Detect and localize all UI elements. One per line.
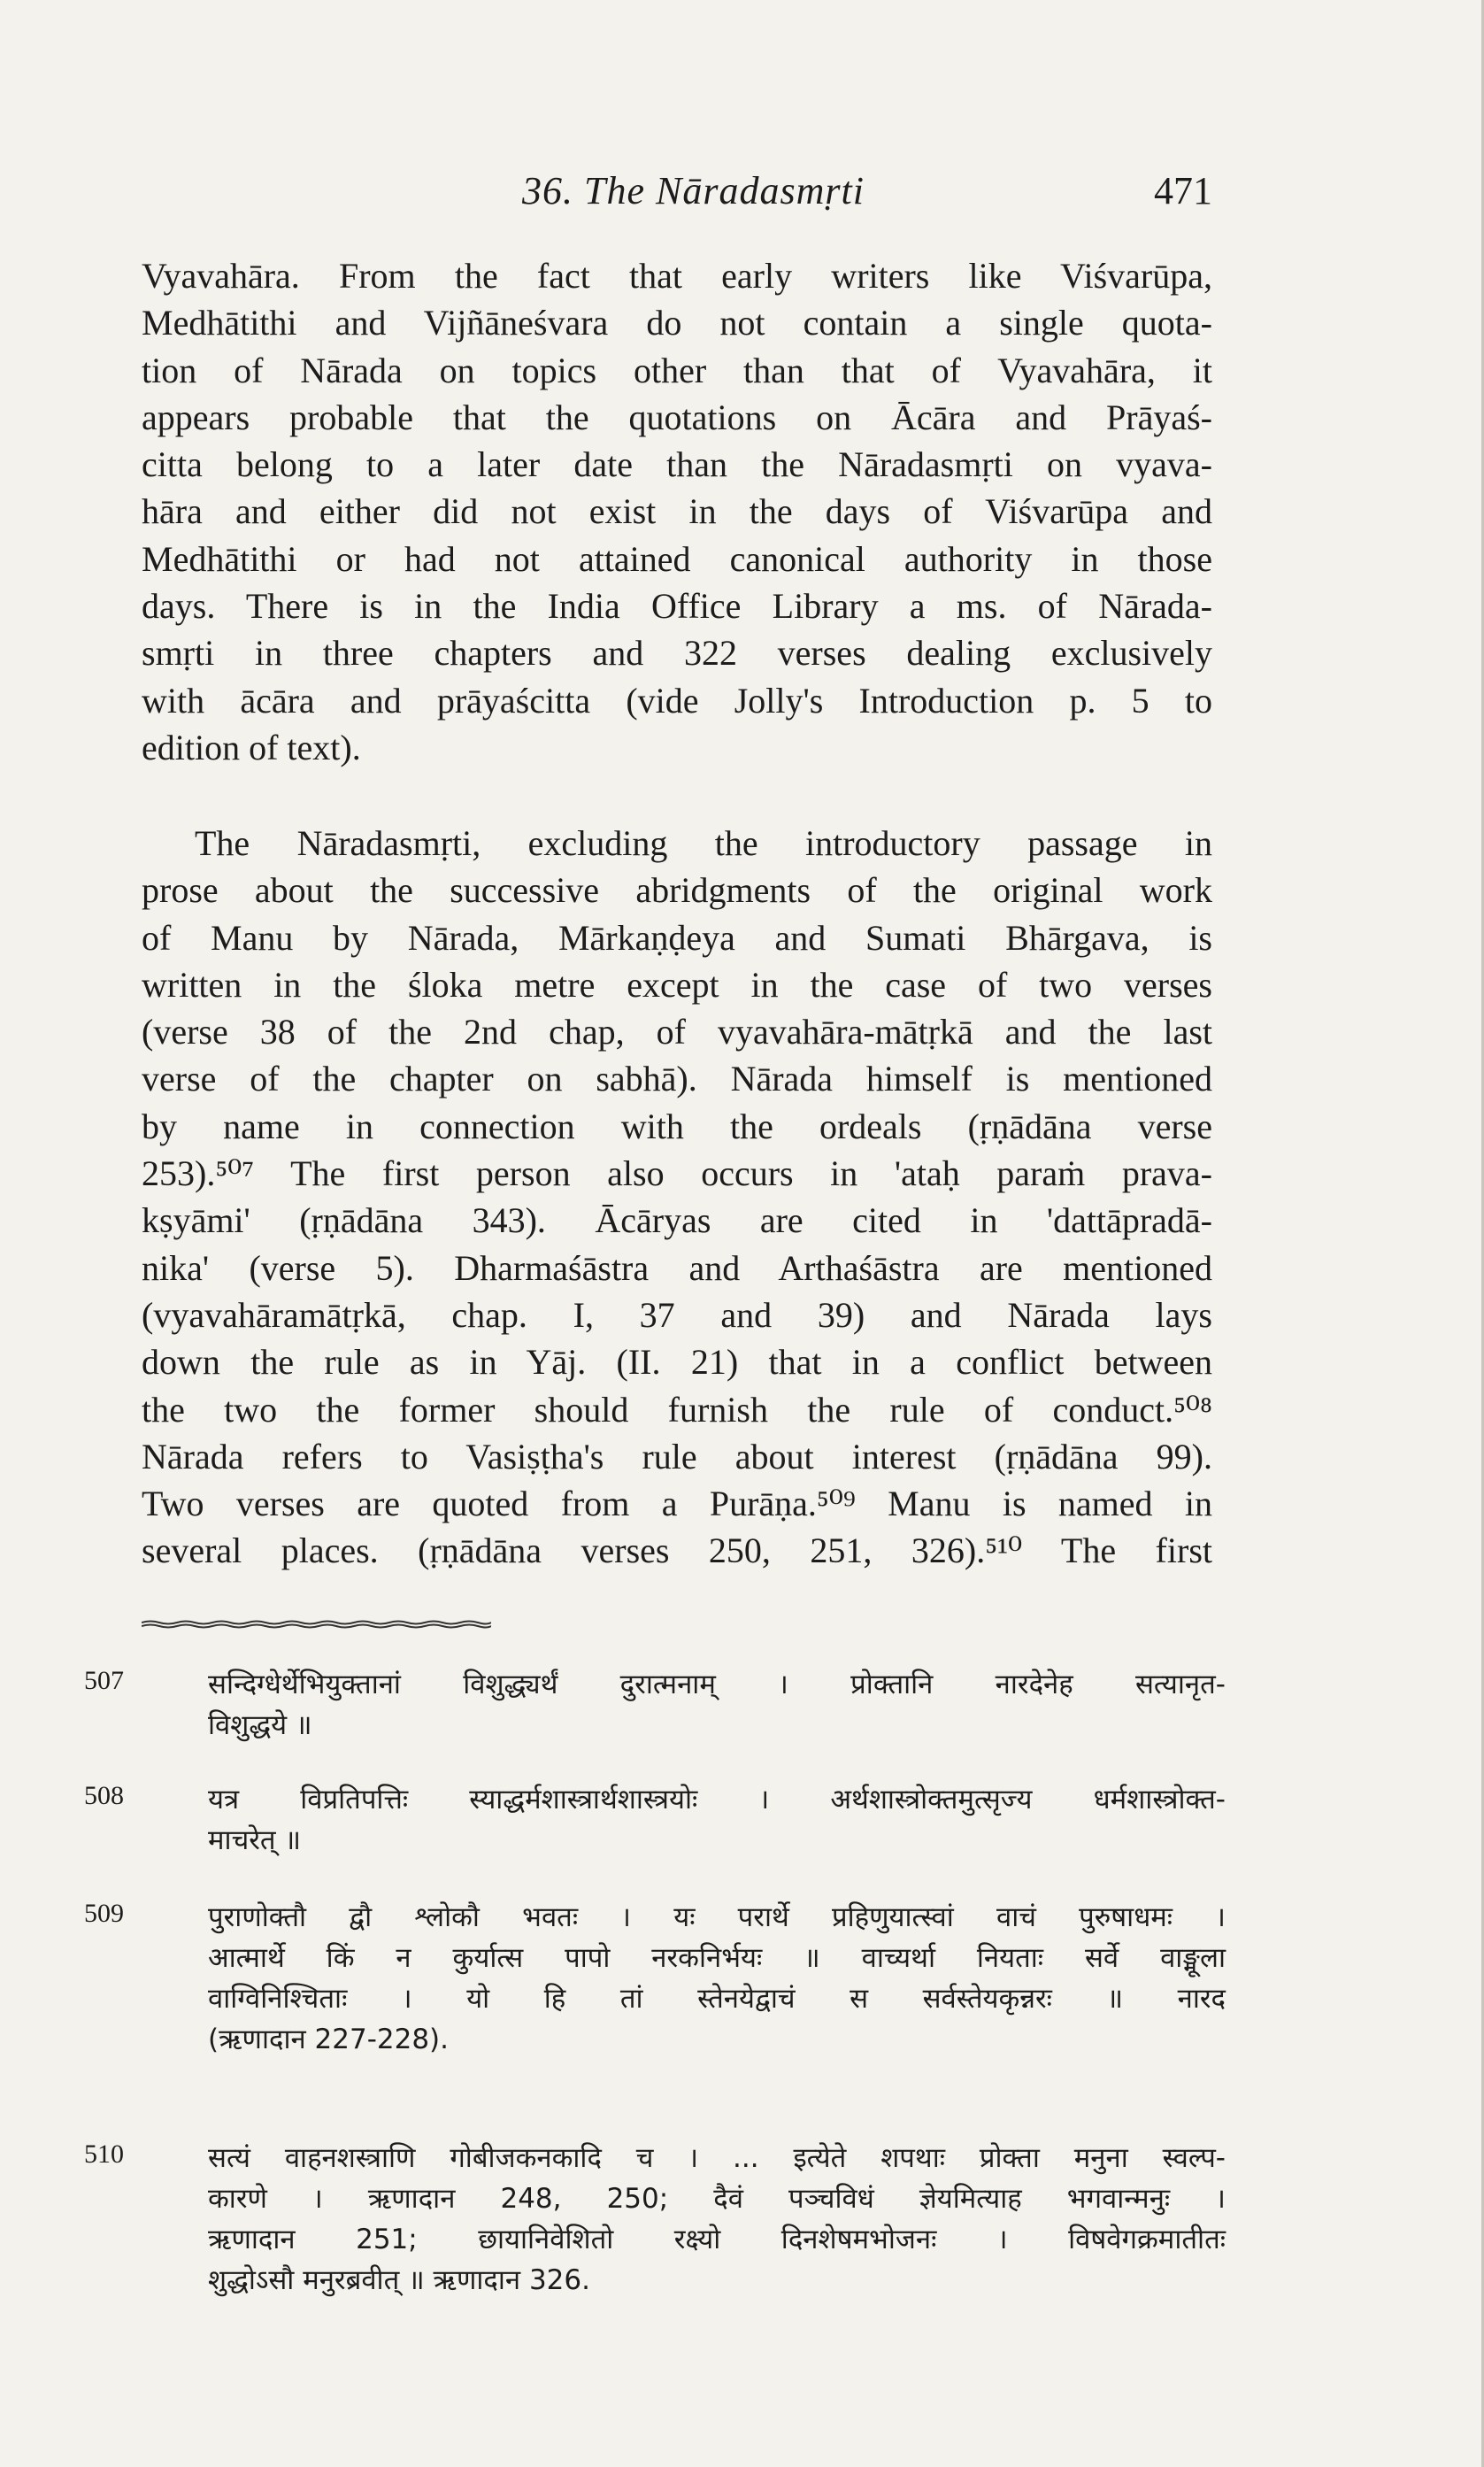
text-line: edition of text).: [142, 727, 361, 767]
running-header: [142, 168, 1212, 221]
text-line: of Manu by Nārada, Mārkaṇḍeya and Sumati Bhārgava, is: [142, 917, 1212, 958]
text-line: tion of Nārada on topics other than that of Vyavahāra, it: [142, 350, 1212, 390]
text-line: Vyavahāra. From the fact that early writers like Viśvarūpa,: [142, 256, 1212, 296]
text-line: Nārada refers to Vasiṣṭha's rule about interest (ṛṇādāna 99).: [142, 1436, 1212, 1476]
text-line: Medhātithi or had not attained canonical authority in those: [142, 538, 1212, 579]
footnote-line: ऋणादान 251; छायानिवेशितो रक्ष्यो दिनशेषमभोजनः । विषवेगक्रमातीतः: [208, 2224, 1226, 2255]
text-line: The Nāradasmṛti, excluding the introductory passage in: [195, 823, 1212, 863]
text-line: (vyavahāramātṛkā, chap. I, 37 and 39) and Nārada lays: [142, 1294, 1212, 1335]
footnote-line: सत्यं वाहनशस्त्राणि गोबीजकनकादि च । ... इत्येते शपथाः प्रोक्ता मनुना स्वल्प-: [208, 2142, 1226, 2174]
text-line: Two verses are quoted from a Purāṇa.⁵⁰⁹ Manu is named in: [142, 1484, 1212, 1524]
text-line: Medhātithi and Vijñāneśvara do not contain a single quota-: [142, 303, 1212, 343]
text-line: (verse 38 of the 2nd chap, of vyavahāra-mātṛkā and the last: [142, 1012, 1212, 1052]
footnote-line: माचरेत् ॥: [208, 1824, 302, 1856]
text-line: appears probable that the quotations on Ācāra and Prāyaś-: [142, 397, 1212, 437]
footnote-line: पुराणोक्तौ द्वौ श्लोकौ भवतः । यः परार्थे प्रहिणुयात्स्वां वाचं पुरुषाधमः ।: [208, 1901, 1226, 1933]
footnote-number: 507: [84, 1666, 124, 1695]
footnote-separator-rule: [142, 1620, 491, 1629]
footnote-number: 509: [84, 1899, 124, 1928]
footnote-line: शुद्धोऽसौ मनुरब्रवीत् ॥ ऋणादान 326.: [208, 2264, 590, 2296]
footnote-line: यत्र विप्रतिपत्तिः स्याद्धर्मशास्त्रार्थशास्त्रयोः । अर्थशास्त्रोक्तमुत्सृज्य धर्मशास्त्रोक्त-: [208, 1784, 1226, 1816]
text-line: by name in connection with the ordeals (ṛṇādāna verse: [142, 1106, 1212, 1146]
body-paragraph-2: [142, 820, 1212, 1575]
section-title: 36. The Nāradasmṛti: [522, 169, 865, 212]
text-line: written in the śloka metre except in the case of two verses: [142, 964, 1212, 1005]
text-line: hāra and either did not exist in the days of Viśvarūpa and: [142, 491, 1212, 532]
footnote-line: (ऋणादान 227-228).: [208, 2024, 450, 2055]
footnote-number: 508: [84, 1781, 124, 1810]
footnote-line: सन्दिग्धेर्थेभियुक्तानां विशुद्ध्यर्थं दुरात्मनाम् । प्रोक्तानि नारदेनेह सत्यानृत-: [208, 1669, 1226, 1700]
page-number: 471: [1154, 169, 1212, 212]
text-line: several places. (ṛṇādāna verses 250, 251, 326).⁵¹⁰ The first: [142, 1530, 1212, 1571]
text-line: days. There is in the India Office Library a ms. of Nārada-: [142, 586, 1212, 627]
footnote-line: आत्मार्थे किं न कुर्यात्स पापो नरकनिर्भयः ॥ वाच्यर्था नियताः सर्वे वाङ्मूला: [208, 1942, 1226, 1974]
text-line: kṣyāmi' (ṛṇādāna 343). Ācāryas are cited in 'dattāpradā-: [142, 1200, 1212, 1241]
text-line: 253).⁵⁰⁷ The first person also occurs in 'ataḥ paraṁ prava-: [142, 1153, 1212, 1194]
text-line: with ācāra and prāyaścitta (vide Jolly's Introduction p. 5 to: [142, 680, 1212, 721]
text-line: nika' (verse 5). Dharmaśāstra and Arthaśāstra are mentioned: [142, 1247, 1212, 1288]
text-line: the two the former should furnish the rule of conduct.⁵⁰⁸: [142, 1389, 1212, 1430]
text-line: verse of the chapter on sabhā). Nārada himself is mentioned: [142, 1059, 1212, 1099]
text-line: down the rule as in Yāj. (II. 21) that in a conflict between: [142, 1342, 1212, 1383]
footnote-line: वाग्विनिश्चिताः । यो हि तां स्तेनयेद्वाचं स सर्वस्तेयकृन्नरः ॥ नारद: [208, 1983, 1226, 2015]
footnote-line: विशुद्धये ॥: [208, 1709, 312, 1741]
body-paragraph-1: [142, 252, 1212, 771]
text-line: smṛti in three chapters and 322 verses dealing exclusively: [142, 633, 1212, 674]
text-line: citta belong to a later date than the Nāradasmṛti on vyava-: [142, 444, 1212, 485]
footnote-number: 510: [84, 2139, 124, 2169]
text-line: prose about the successive abridgments of the original work: [142, 870, 1212, 911]
footnote-line: कारणे । ऋणादान 248, 250; दैवं पञ्चविधं ज्ञेयमित्याह भगवान्मनुः ।: [208, 2183, 1226, 2215]
